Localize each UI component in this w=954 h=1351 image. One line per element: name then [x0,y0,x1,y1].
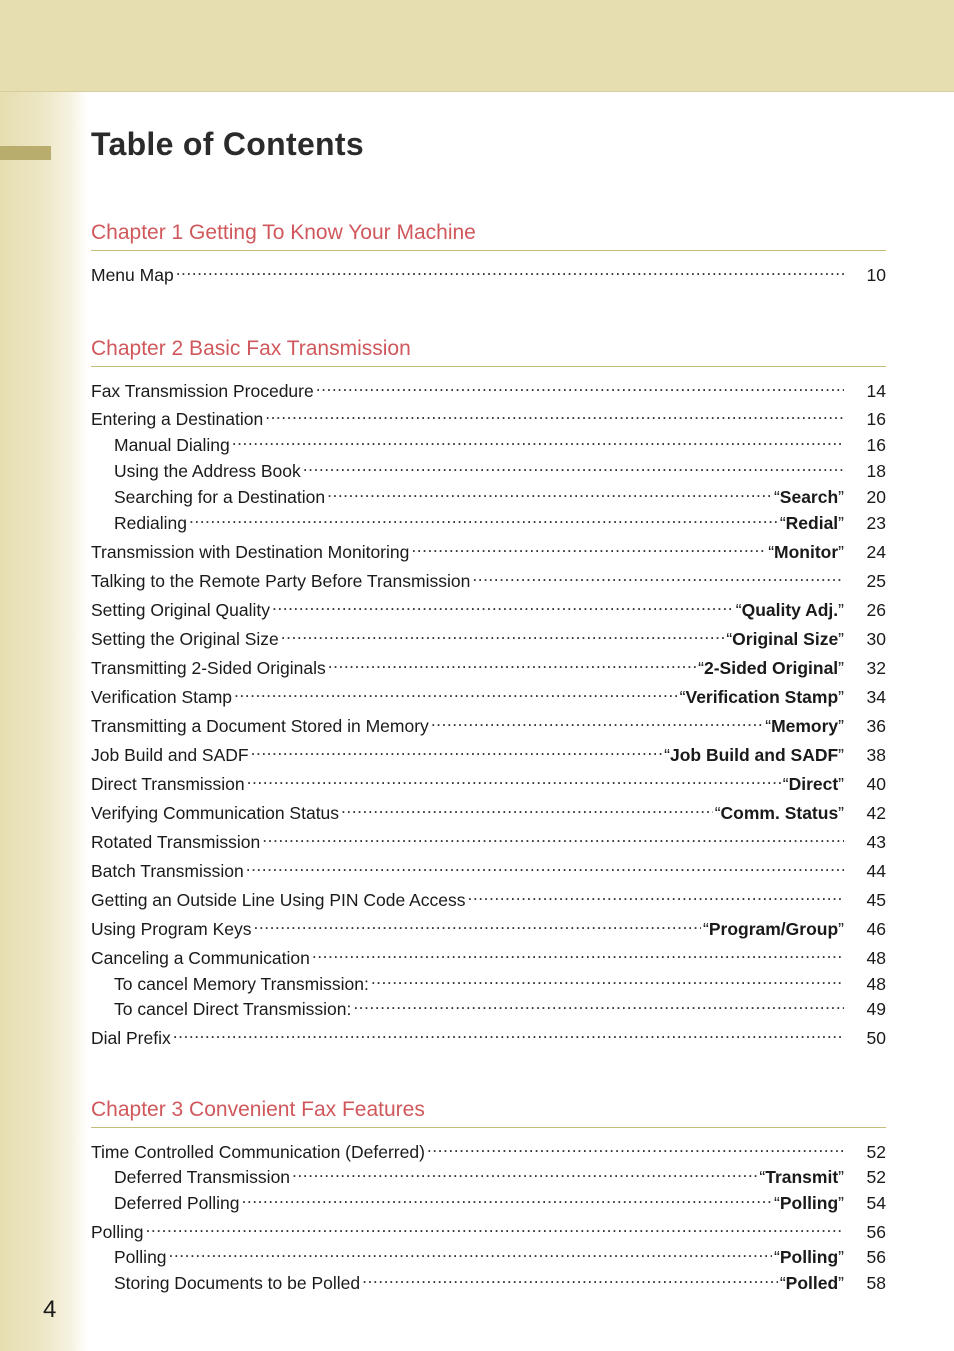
toc-entry-text: Transmission with Destination Monitoring [91,542,410,562]
leader-dots [169,1243,772,1263]
toc-entry-text: Direct Transmission [91,774,245,794]
leader-dots [312,944,844,964]
toc-entry-text: Canceling a Communication [91,948,310,968]
page-number: 4 [43,1296,57,1323]
header-band [0,0,954,92]
toc-entry-page: 56 [866,1222,886,1242]
toc-entry[interactable] [91,857,886,881]
toc-entry-text: Talking to the Remote Party Before Transmission [91,571,471,591]
chapter-3 [91,1097,886,1293]
toc-subentry[interactable] [91,509,886,533]
toc-entry-page: 18 [866,461,886,481]
toc-entry-text: Deferred Transmission [114,1167,291,1187]
toc-entry[interactable] [91,683,886,707]
leader-dots [327,483,772,503]
leader-dots [328,654,696,674]
leader-dots [316,377,844,397]
toc-entry-text: Using Program Keys [91,919,252,939]
leader-dots [303,457,844,477]
title-marker [0,146,51,160]
toc-entry[interactable] [91,377,886,401]
toc-entry-page: 44 [866,861,886,881]
toc-entry-text: Setting Original Quality [91,600,270,620]
toc-entry-page: 20 [866,487,886,507]
toc-entry[interactable] [91,1138,886,1162]
leader-dots [353,995,844,1015]
toc-entry-key: “Polling” [774,1247,844,1267]
toc-entry-page: 46 [866,919,886,939]
leader-dots [472,567,844,587]
toc-entry[interactable] [91,654,886,678]
toc-entry-page: 26 [866,600,886,620]
toc-entry[interactable] [91,405,886,429]
toc-entry-key: “Original Size” [726,629,844,649]
toc-entry-page: 58 [866,1273,886,1293]
toc-entry-text: Time Controlled Communication (Deferred) [91,1142,425,1162]
toc-entry-page: 52 [866,1167,886,1187]
toc-entry[interactable] [91,712,886,736]
leader-dots [241,1189,772,1209]
leader-dots [251,741,663,761]
toc-entry-text: Entering a Destination [91,409,264,429]
toc-entry-text: Batch Transmission [91,861,244,881]
toc-entry-text: Searching for a Destination [114,487,326,507]
toc-entry[interactable] [91,261,886,285]
toc-entry[interactable] [91,741,886,765]
toc-entry[interactable] [91,625,886,649]
chapter-title: Chapter 1 Getting To Know Your Machine [91,220,886,251]
toc-entry-text: Manual Dialing [114,435,230,455]
toc-entry-page: 42 [866,803,886,823]
toc-entry[interactable] [91,828,886,852]
toc-entry-page: 40 [866,774,886,794]
leader-dots [262,828,844,848]
leader-dots [411,538,766,558]
toc-subentry[interactable] [91,1163,886,1187]
leader-dots [272,596,734,616]
toc-subentry[interactable] [91,431,886,455]
toc-entry[interactable] [91,1024,886,1048]
toc-subentry[interactable] [91,995,886,1019]
leader-dots [431,712,763,732]
toc-entry[interactable] [91,538,886,562]
toc-subentry[interactable] [91,1243,886,1267]
toc-entry-page: 14 [866,381,886,401]
toc-entry-text: Setting the Original Size [91,629,279,649]
toc-entry[interactable] [91,944,886,968]
toc-entry-key: “Verification Stamp” [679,687,844,707]
toc-entry-text: Verifying Communication Status [91,803,340,823]
toc-entry-text: Fax Transmission Procedure [91,381,314,401]
side-band [0,92,88,1351]
toc-entry-text: Rotated Transmission [91,832,261,852]
toc-entry-page: 54 [866,1193,886,1213]
toc-entry-page: 30 [866,629,886,649]
toc-entry-page: 43 [866,832,886,852]
toc-entry-page: 52 [866,1142,886,1162]
toc-entry-page: 49 [866,999,886,1019]
toc-entry-page: 10 [866,265,886,285]
toc-subentry[interactable] [91,457,886,481]
toc-entry-page: 16 [866,409,886,429]
toc-entry-key: “Polled” [779,1273,844,1293]
toc-entry-text: Redialing [114,513,187,533]
toc-entry-page: 48 [866,948,886,968]
toc-entry[interactable] [91,1218,886,1242]
toc-entry-text: Getting an Outside Line Using PIN Code Access [91,890,466,910]
toc-entry-key: “Polling” [774,1193,844,1213]
toc-entry-key: “Monitor” [768,542,844,562]
toc-subentry[interactable] [91,970,886,994]
leader-dots [173,1024,844,1044]
leader-dots [265,405,844,425]
chapter-1 [91,220,886,285]
leader-dots [247,770,781,790]
leader-dots [371,970,844,990]
toc-entry[interactable] [91,596,886,620]
toc-entry-text: Storing Documents to be Polled [114,1273,361,1293]
toc-entry-page: 34 [866,687,886,707]
leader-dots [362,1269,778,1289]
toc-entry-key: “Memory” [765,716,844,736]
toc-entry-key: “Direct” [782,774,844,794]
toc-entry-page: 24 [866,542,886,562]
toc-entry-page: 48 [866,974,886,994]
toc-subentry[interactable] [91,1269,886,1293]
toc-entry-text: To cancel Memory Transmission: [114,974,369,994]
leader-dots [292,1163,757,1183]
toc-subentry[interactable] [91,1189,886,1213]
page-title: Table of Contents [91,126,364,162]
leader-dots [427,1138,844,1158]
toc-entry-text: Using the Address Book [114,461,301,481]
toc-entry-page: 23 [866,513,886,533]
toc-entry-key: “Comm. Status” [714,803,844,823]
toc-entry-page: 16 [866,435,886,455]
toc-entry-key: “Job Build and SADF” [664,745,844,765]
toc-entry-key: “2-Sided Original” [698,658,844,678]
toc-entry-key: “Search” [773,487,844,507]
toc-entry-text: To cancel Direct Transmission: [114,999,352,1019]
leader-dots [146,1218,844,1238]
leader-dots [232,431,844,451]
toc-subentry[interactable] [91,483,886,507]
toc-entry-page: 38 [866,745,886,765]
toc-entry-text: Transmitting a Document Stored in Memory [91,716,429,736]
toc-entry-page: 50 [866,1028,886,1048]
toc-entry[interactable] [91,770,886,794]
toc-entry-text: Polling [114,1247,167,1267]
toc-entry[interactable] [91,886,886,910]
toc-entry-page: 36 [866,716,886,736]
toc-entry-text: Menu Map [91,265,174,285]
toc-entry-text: Polling [91,1222,144,1242]
toc-entry-key: “Quality Adj.” [735,600,844,620]
toc-entry-key: “Redial” [779,513,844,533]
toc-entry-text: Deferred Polling [114,1193,240,1213]
leader-dots [253,915,701,935]
toc-entry-text: Job Build and SADF [91,745,249,765]
toc-entry-page: 25 [866,571,886,591]
toc-entry-key: “Program/Group” [703,919,844,939]
leader-dots [234,683,678,703]
toc-entry-page: 45 [866,890,886,910]
toc-entry[interactable] [91,915,886,939]
leader-dots [189,509,778,529]
toc-entry-text: Dial Prefix [91,1028,171,1048]
toc-entry[interactable] [91,567,886,591]
leader-dots [341,799,713,819]
chapter-title: Chapter 2 Basic Fax Transmission [91,336,886,367]
toc-entry-page: 56 [866,1247,886,1267]
toc-entry-page: 32 [866,658,886,678]
leader-dots [468,886,844,906]
toc-entry[interactable] [91,799,886,823]
toc-entry-text: Transmitting 2-Sided Originals [91,658,326,678]
chapter-2 [91,336,886,1048]
leader-dots [176,261,844,281]
leader-dots [246,857,844,877]
toc-entry-text: Verification Stamp [91,687,233,707]
chapter-title: Chapter 3 Convenient Fax Features [91,1097,886,1128]
leader-dots [281,625,725,645]
toc-entry-key: “Transmit” [759,1167,844,1187]
